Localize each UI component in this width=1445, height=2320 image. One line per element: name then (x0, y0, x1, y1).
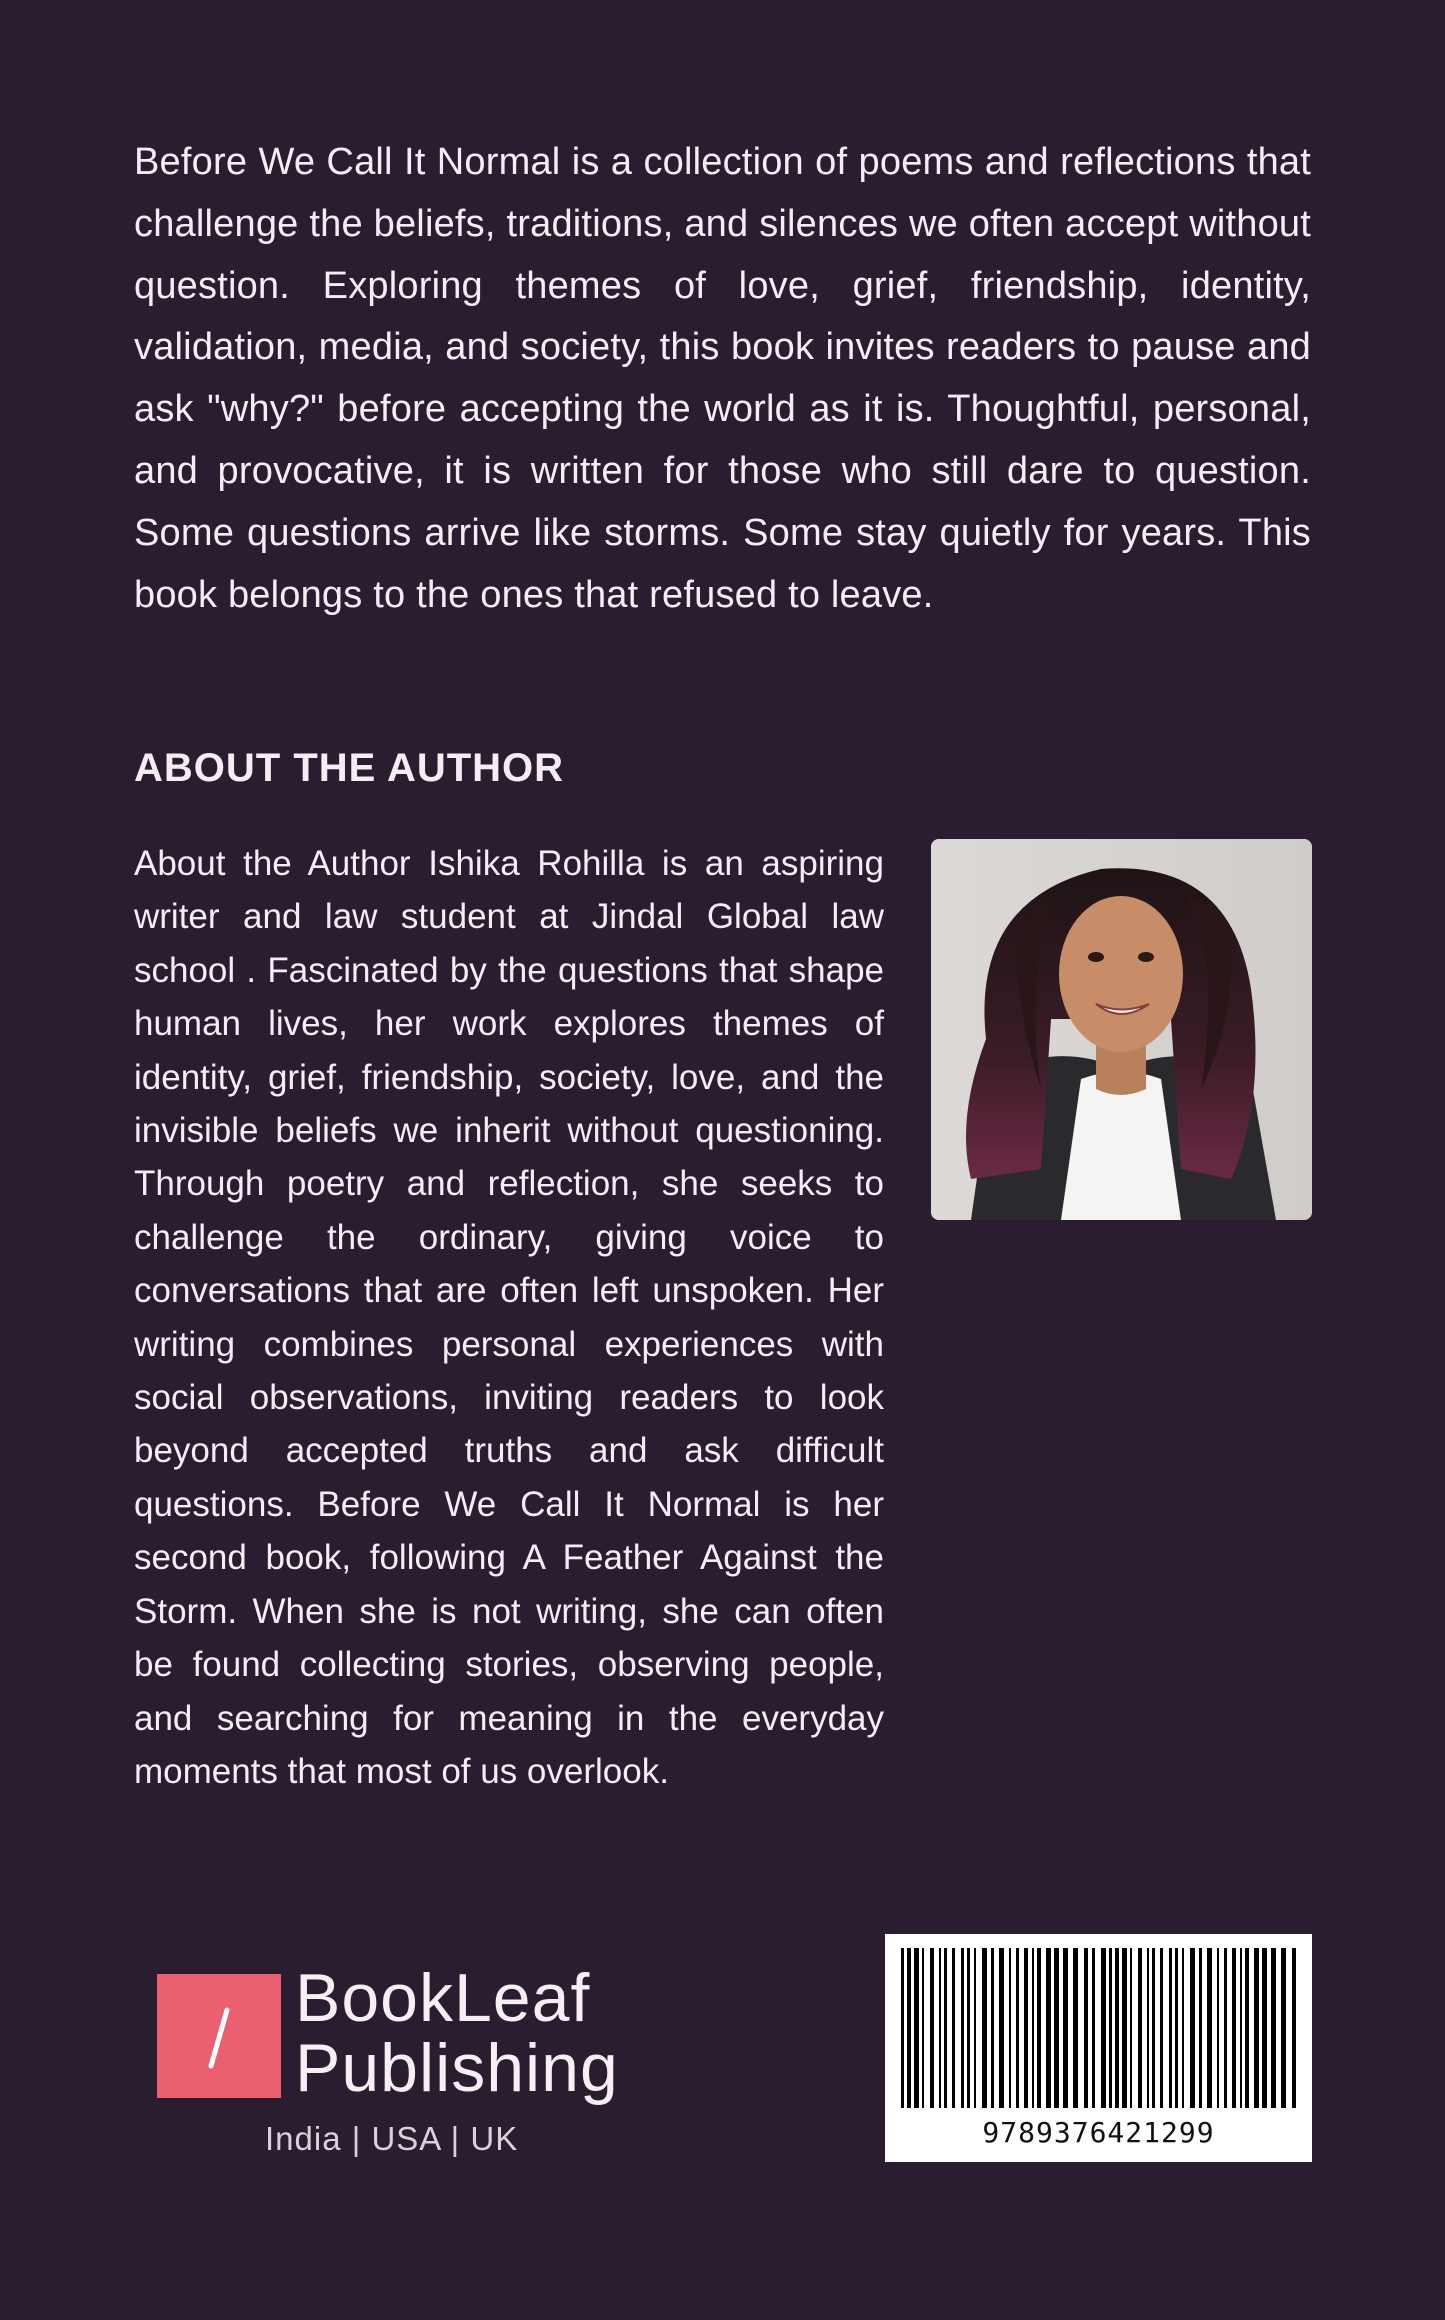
barcode-bar (1115, 1948, 1119, 2108)
barcode-bar (939, 1948, 941, 2108)
publisher-regions: India | USA | UK (265, 2120, 519, 2157)
barcode-bar (1232, 1948, 1236, 2108)
barcode-bar (1147, 1948, 1149, 2108)
barcode-bar (1046, 1948, 1051, 2108)
barcode-bar (901, 1948, 904, 2108)
barcode-bar (967, 1948, 970, 2108)
barcode-bar (1063, 1948, 1068, 2108)
barcode-bar (930, 1948, 934, 2108)
barcode-bar (1073, 1948, 1078, 2108)
barcode-bar (1262, 1948, 1267, 2108)
isbn-number: 9789376421299 (982, 2116, 1215, 2149)
barcode-bar (1182, 1948, 1184, 2108)
barcode-bar (1130, 1948, 1132, 2108)
barcode-bar (1240, 1948, 1242, 2108)
barcode-bar (914, 1948, 919, 2108)
isbn-barcode (885, 1934, 1312, 2162)
barcode-bar (1092, 1948, 1095, 2108)
barcode-bar (974, 1948, 976, 2108)
barcode-bar (1224, 1948, 1227, 2108)
barcode-bar (907, 1948, 911, 2108)
barcode-bar (1122, 1948, 1127, 2108)
about-author-heading: ABOUT THE AUTHOR (134, 746, 565, 790)
barcode-bar (961, 1948, 964, 2108)
barcode-bar (1245, 1948, 1249, 2108)
barcode-bar (1169, 1948, 1172, 2108)
barcode-bar (1016, 1948, 1019, 2108)
logo-slash-icon (157, 1974, 281, 2098)
barcode-bar (1207, 1948, 1212, 2108)
barcode-bar (1292, 1948, 1296, 2108)
publisher-logo (157, 1960, 619, 2168)
barcode-bar (1054, 1948, 1059, 2108)
author-portrait-image (931, 839, 1312, 1220)
barcode-bar (1160, 1948, 1163, 2108)
barcode-bar (944, 1948, 947, 2108)
barcode-bar (1254, 1948, 1259, 2108)
barcode-bar (999, 1948, 1004, 2108)
barcode-bar (1037, 1948, 1041, 2108)
barcode-bar (1009, 1948, 1011, 2108)
barcode-bar (1271, 1948, 1276, 2108)
barcode-bars (885, 1934, 1312, 2114)
barcode-bar (1138, 1948, 1142, 2108)
barcode-bar (952, 1948, 955, 2108)
barcode-bar (1024, 1948, 1028, 2108)
barcode-bar (922, 1948, 924, 2108)
author-photo (931, 839, 1312, 1220)
barcode-bar (1109, 1948, 1112, 2108)
barcode-bar (982, 1948, 987, 2108)
barcode-bar (1101, 1948, 1106, 2108)
barcode-bar (1032, 1948, 1034, 2108)
barcode-bar (1199, 1948, 1202, 2108)
about-author-text: About the Author Ishika Rohilla is an aspiring writer and law student at Jindal Global law school . Fascinated by the questions that shape human lives, her work explores themes of identity, grief, friendship, society, love, and the invisible beliefs we inherit without questioning. Through poetry and reflection, she seeks to challenge the ordinary, giving voice to conversations that are often left unspoken. Her writing combines personal experiences with social observations, inviting readers to look beyond accepted truths and ask difficult questions. Before We Call It Normal is her second book, following A Feather Against the Storm. When she is not writing, she can often be found collecting stories, observing people, and searching for meaning in the everyday moments that most of us overlook. (134, 844, 884, 1791)
book-blurb: Before We Call It Normal is a collection of poems and reflections that challenge the beliefs, traditions, and silences we often accept without question. Exploring themes of love, grief, friendship, identity, validation, media, and society, this book invites readers to pause and ask "why?" before accepting the world as it is. Thoughtful, personal, and provocative, it is written for those who still dare to question. Some questions arrive like storms. Some stay quietly for years. This book belongs to the ones that refused to leave. (134, 141, 1311, 616)
barcode-bar (991, 1948, 994, 2108)
barcode-bar (1281, 1948, 1286, 2108)
barcode-bar (1084, 1948, 1088, 2108)
barcode-bar (1217, 1948, 1219, 2108)
publisher-name-line2: Publishing (295, 2030, 619, 2106)
publisher-name-line1: BookLeaf (295, 1960, 591, 2036)
barcode-bar (1175, 1948, 1178, 2108)
barcode-bar (1190, 1948, 1195, 2108)
barcode-bar (1152, 1948, 1155, 2108)
